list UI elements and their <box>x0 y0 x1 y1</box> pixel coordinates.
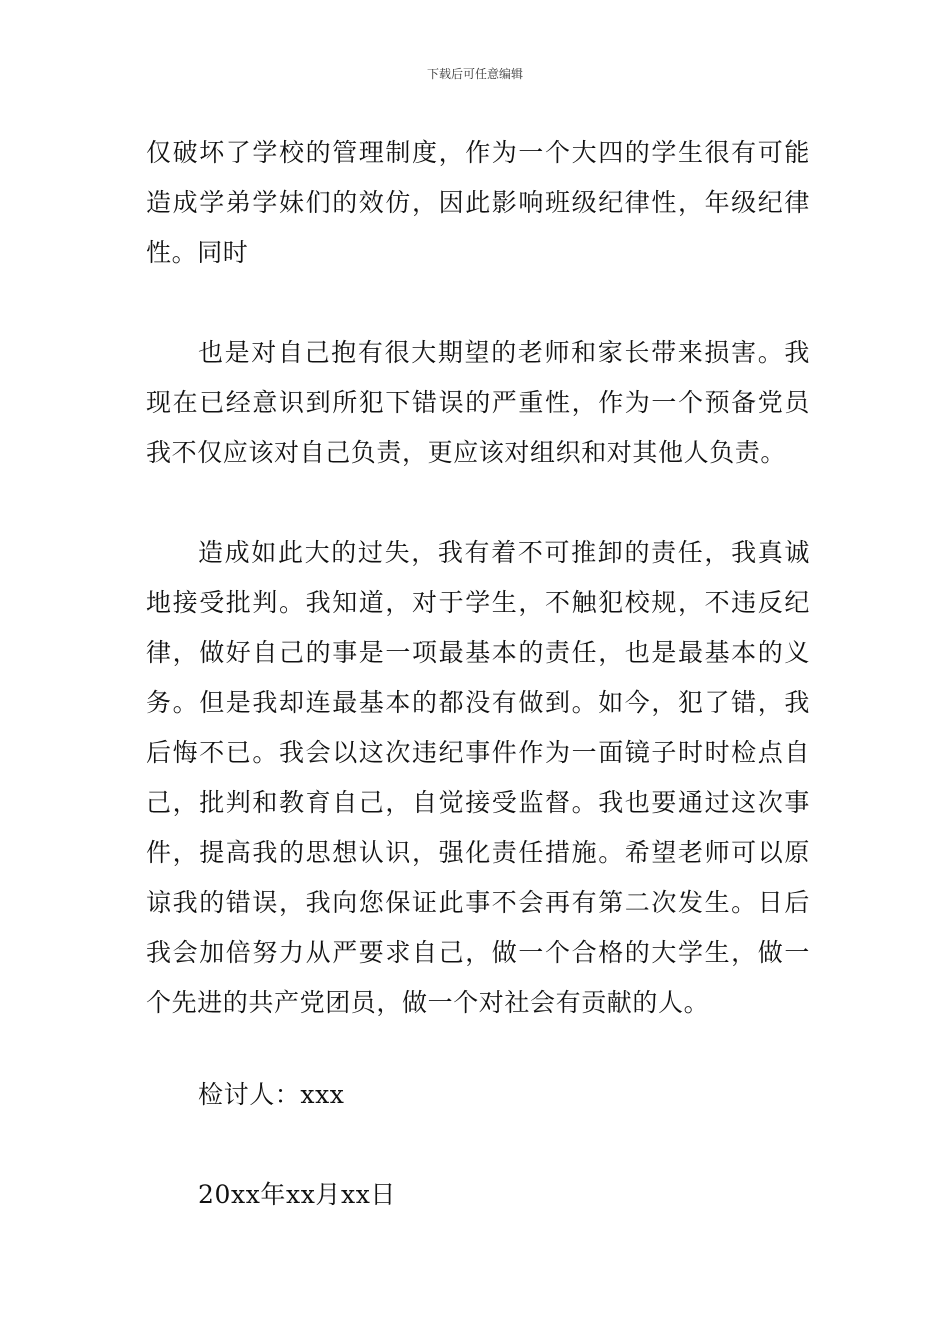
page-header-note: 下载后可任意编辑 <box>426 67 523 81</box>
paragraph-responsibility: 也是对自己抱有很大期望的老师和家长带来损害。我现在已经意识到所犯下错误的严重性，作为一个预备党员我不仅应该对自己负责，更应该对组织和对其他人负责。 <box>146 338 810 467</box>
paragraph-continuation: 仅破坏了学校的管理制度，作为一个大四的学生很有可能造成学弟学妹们的效仿，因此影响班级纪律性，年级纪律性。同时 <box>146 138 810 267</box>
date-line: 20xx年xx月xx日 <box>198 1180 397 1209</box>
signature-line: 检讨人：xxx <box>198 1080 345 1109</box>
paragraph-apology: 造成如此大的过失，我有着不可推卸的责任，我真诚地接受批判。我知道，对于学生，不触犯校规，不违反纪律，做好自己的事是一项最基本的责任，也是最基本的义务。但是我却连最基本的都没有做到。如今，犯了错，我后悔不已。我会以这次违纪事件作为一面镜子时时检点自己，批判和教育自己，自觉接受监督。我也要通过这次事件，提高我的思想认识，强化责任措施。希望老师可以原谅我的错误，我向您保证此事不会再有第二次发生。日后我会加倍努力从严要求自己，做一个合格的大学生，做一个先进的共产党团员，做一个对社会有贡献的人。 <box>146 538 810 1017</box>
